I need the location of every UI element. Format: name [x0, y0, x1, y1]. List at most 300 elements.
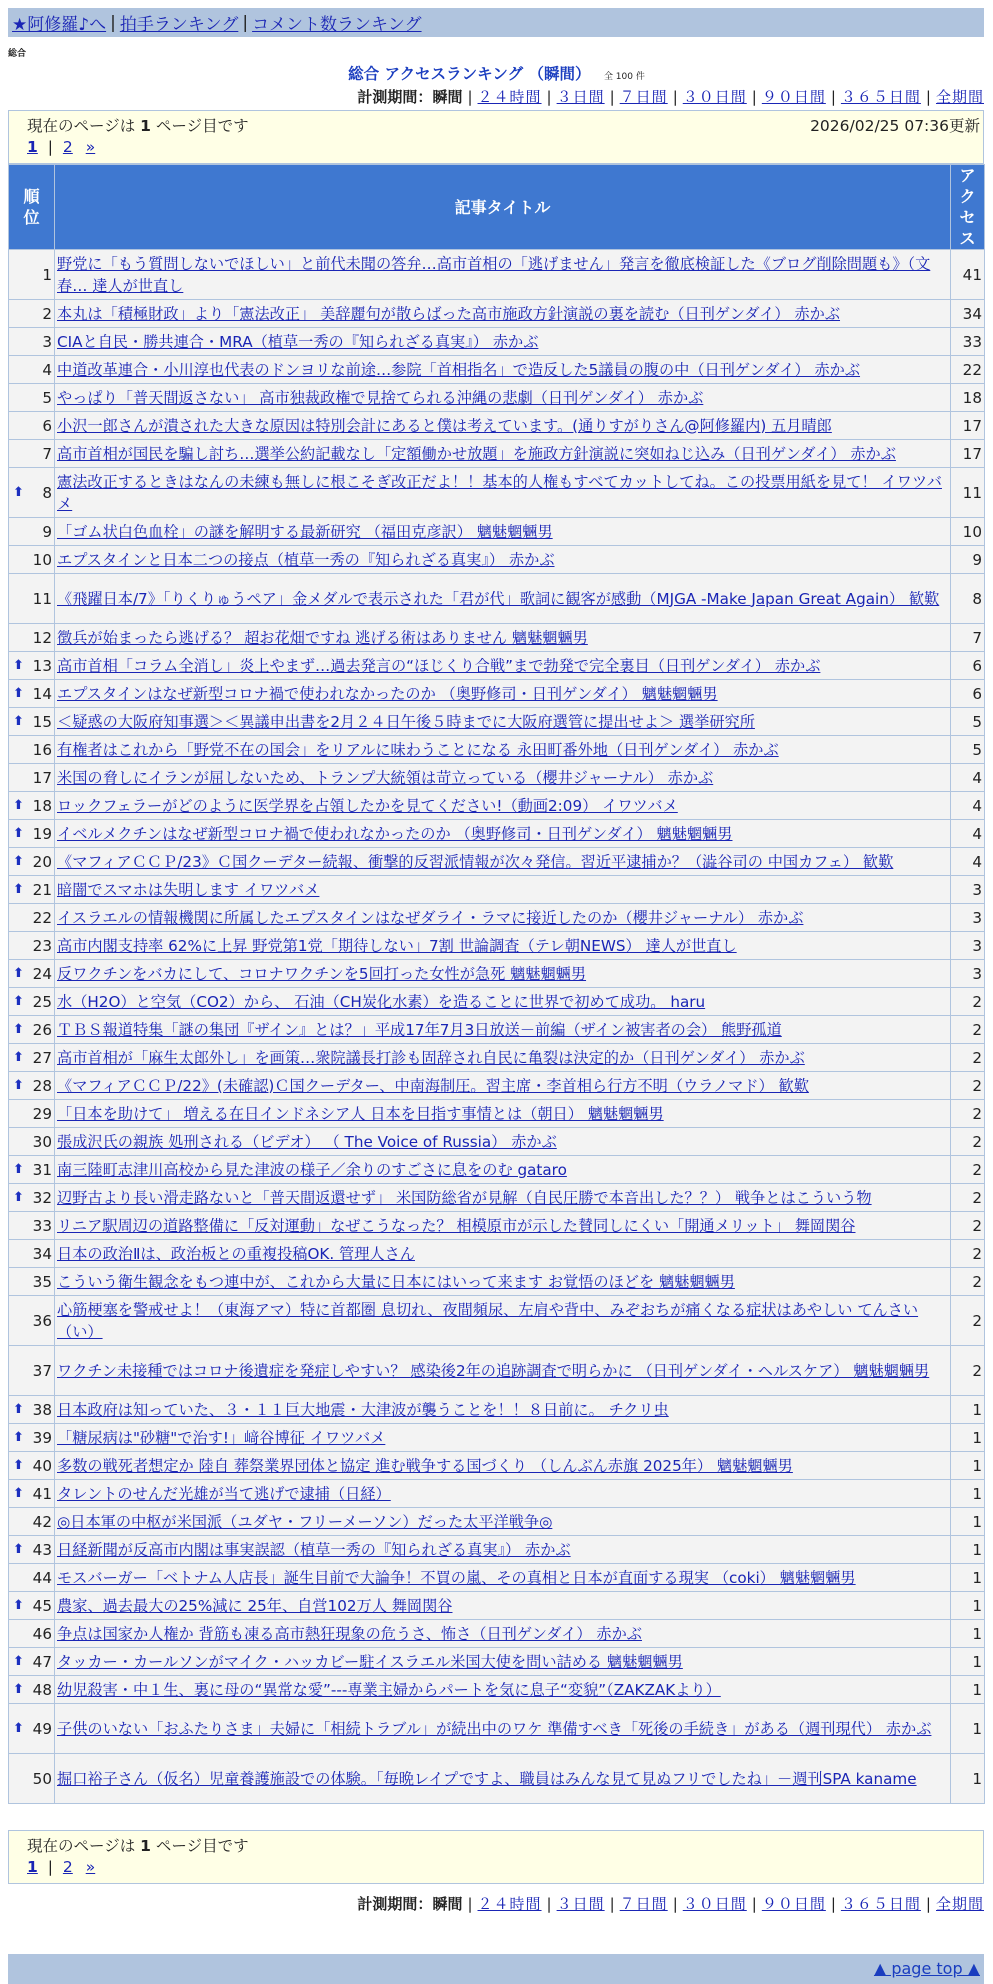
article-title-link[interactable]: ◎日本軍の中枢が米国派（ユダヤ・フリーメーソン）だった太平洋戦争◎ [57, 1512, 553, 1531]
table-row [9, 848, 985, 876]
rank-number: 15 [32, 712, 52, 731]
article-title-link[interactable]: 多数の戦死者想定か 陸自 葬祭業界団体と協定 進む戦争する国づくり （しんぶん赤旗 2025年） 魑魅魍魎男 [57, 1456, 793, 1475]
rank-number: 48 [32, 1680, 52, 1699]
rank-up-arrow-icon: ⬆ [13, 484, 24, 500]
table-row [9, 356, 985, 384]
access-count: 6 [951, 680, 985, 708]
title-cell [55, 1508, 951, 1536]
article-title-link[interactable]: ロックフェラーがどのように医学界を占領したかを見てください!（動画2:09） イワツバメ [57, 796, 678, 815]
rank-cell [9, 876, 55, 904]
table-row [9, 1156, 985, 1184]
table-row [9, 792, 985, 820]
rank-up-arrow-icon: ⬆ [13, 1485, 24, 1501]
access-count: 2 [951, 1072, 985, 1100]
rank-number: 10 [32, 550, 52, 569]
title-cell [55, 546, 951, 574]
title-cell [55, 1100, 951, 1128]
table-row [9, 1100, 985, 1128]
title-cell [55, 1184, 951, 1212]
access-count: 1 [951, 1564, 985, 1592]
article-title-link[interactable]: 高市首相が国民を騙し討ち…選挙公約記載なし「定額働かせ放題」を施政方針演説に突如ねじ込み（日刊ゲンダイ） 赤かぶ [57, 444, 896, 463]
rank-up-arrow-icon: ⬆ [13, 1681, 24, 1697]
table-row [9, 764, 985, 792]
page-title [0, 62, 993, 84]
access-count: 17 [951, 412, 985, 440]
period-option-3[interactable]: ３０日間 [682, 1895, 747, 1913]
period-option-5[interactable]: ３６５日間 [840, 88, 921, 106]
rank-number: 35 [32, 1272, 52, 1291]
clap-ranking-link[interactable]: 拍手ランキング [119, 15, 239, 35]
title-cell [55, 1676, 951, 1704]
period-current: 瞬間 [432, 88, 463, 106]
article-title-link[interactable]: 水（H2O）と空気（CO2）から、 石油（CH炭化水素）を造ることに世界で初めて成功。 haru [57, 992, 706, 1011]
rank-cell [9, 1754, 55, 1804]
rank-cell [9, 1212, 55, 1240]
period-option-1[interactable]: ３日間 [556, 1895, 605, 1913]
title-cell [55, 1564, 951, 1592]
rank-number: 3 [42, 332, 52, 351]
rank-number: 37 [32, 1361, 52, 1380]
table-header-row [9, 165, 985, 250]
page-links [27, 1858, 95, 1876]
access-count: 2 [951, 1346, 985, 1396]
access-count: 33 [951, 328, 985, 356]
table-row [9, 736, 985, 764]
period-separator: | [467, 1895, 473, 1913]
article-title-link[interactable]: ＴＢＳ報道特集「謎の集団『ザイン』とは？」平成17年7月3日放送－前編（ザイン被害者の会） 熊野孤道 [57, 1020, 782, 1039]
pagination-box-top [8, 110, 984, 164]
col-title-header: 記事タイトル [55, 165, 951, 250]
rank-cell [9, 546, 55, 574]
rank-cell [9, 736, 55, 764]
rank-up-arrow-icon: ⬆ [13, 1401, 24, 1417]
rank-cell [9, 1100, 55, 1128]
nav-separator: | [110, 12, 116, 33]
article-title-link[interactable]: 幼児殺害・中１生、裏に母の“異常な愛”---専業主婦からパートを気に息子“変貌”（ZAKZAKより） [57, 1680, 721, 1699]
table-row [9, 960, 985, 988]
table-row [9, 328, 985, 356]
title-cell [55, 876, 951, 904]
title-cell [55, 518, 951, 546]
article-title-link[interactable]: CIAと自民・勝共連合・MRA（植草一秀の『知られざる真実』） 赤かぶ [57, 332, 539, 351]
period-separator: | [672, 1895, 678, 1913]
page-link-current[interactable]: 1 [27, 1858, 38, 1876]
article-title-link[interactable]: 反ワクチンをバカにして、コロナワクチンを5回打った女性が急死 魑魅魍魎男 [57, 964, 587, 983]
rank-up-arrow-icon: ⬆ [13, 993, 24, 1009]
rank-cell [9, 904, 55, 932]
table-row [9, 1296, 985, 1346]
article-title-link[interactable]: 心筋梗塞を警戒せよ！（東海アマ）特に首都圏 息切れ、夜間頻尿、左肩や背中、みぞおちが痛くなる症状はあやしい てんさい（い） [57, 1300, 919, 1341]
rank-number: 39 [32, 1428, 52, 1447]
rank-cell [9, 384, 55, 412]
article-title-link[interactable]: 《飛躍日本/7》「りくりゅうペア」金メダルで表示された「君が代」歌詞に観客が感動（MJGA -Make Japan Great Again） 歓歎 [57, 589, 940, 608]
access-count: 3 [951, 876, 985, 904]
rank-cell [9, 1016, 55, 1044]
title-cell [55, 440, 951, 468]
table-row [9, 1648, 985, 1676]
access-count: 4 [951, 792, 985, 820]
rank-cell [9, 468, 55, 518]
pagination-box-bottom [8, 1830, 984, 1884]
article-title-link[interactable]: 「ゴム状白色血栓」の謎を解明する最新研究 （福田克彦訳） 魑魅魍魎男 [57, 522, 553, 541]
period-option-6[interactable]: 全期間 [935, 88, 984, 106]
total-count: 全 100 件 [603, 72, 645, 82]
access-count: 1 [951, 1648, 985, 1676]
rank-cell [9, 1508, 55, 1536]
rank-cell [9, 708, 55, 736]
article-title-link[interactable]: 子供のいない「おふたりさま」夫婦に「相続トラブル」が続出中のワケ 準備すべき「死後の手続き」がある（週刊現代） 赤かぶ [57, 1719, 932, 1738]
access-count: 3 [951, 960, 985, 988]
rank-cell [9, 1620, 55, 1648]
rank-up-arrow-icon: ⬆ [13, 657, 24, 673]
table-row [9, 932, 985, 960]
access-count: 4 [951, 848, 985, 876]
rank-number: 2 [42, 304, 52, 323]
title-cell [55, 960, 951, 988]
rank-cell [9, 652, 55, 680]
table-row [9, 1676, 985, 1704]
title-cell [55, 1536, 951, 1564]
title-cell [55, 1346, 951, 1396]
rank-cell [9, 1296, 55, 1346]
title-cell [55, 1648, 951, 1676]
access-count: 2 [951, 1268, 985, 1296]
rank-cell [9, 1536, 55, 1564]
rank-cell [9, 1452, 55, 1480]
title-cell [55, 792, 951, 820]
rank-cell [9, 1424, 55, 1452]
table-row [9, 1592, 985, 1620]
article-title-link[interactable]: エプスタインと日本二つの接点（植草一秀の『知られざる真実』） 赤かぶ [57, 550, 555, 569]
article-title-link[interactable]: 憲法改正するときはなんの未練も無しに根こそぎ改正だよ！！基本的人権もすべてカットしてね。この投票用紙を見て！ イワツバメ [57, 472, 942, 513]
table-row [9, 574, 985, 624]
rank-cell [9, 1184, 55, 1212]
table-row [9, 1620, 985, 1648]
ranking-table-body [9, 250, 985, 1804]
rank-number: 31 [32, 1160, 52, 1179]
access-count: 10 [951, 518, 985, 546]
table-row [9, 652, 985, 680]
access-count: 9 [951, 546, 985, 574]
access-count: 17 [951, 440, 985, 468]
article-title-link[interactable]: 「糖尿病は"砂糖"で治す!」﨑谷博征 イワツバメ [57, 1428, 386, 1447]
table-row [9, 1424, 985, 1452]
title-cell [55, 468, 951, 518]
title-cell [55, 328, 951, 356]
table-row [9, 300, 985, 328]
rank-up-arrow-icon: ⬆ [13, 1653, 24, 1669]
article-title-link[interactable]: 中道改革連合・小川淳也代表のドンヨリな前途…参院「首相指名」で造反した5議員の腹の中（日刊ゲンダイ） 赤かぶ [57, 360, 861, 379]
article-title-link[interactable]: 争点は国家か人権か 背筋も凍る高市熱狂現象の危うさ、怖さ（日刊ゲンダイ） 赤かぶ [57, 1624, 642, 1643]
article-title-link[interactable]: こういう衛生観念をもつ連中が、これから大量に日本にはいって来ます お覚悟のほどを 魑魅魍魎男 [57, 1272, 735, 1291]
rank-cell [9, 1396, 55, 1424]
title-cell [55, 1424, 951, 1452]
rank-cell [9, 932, 55, 960]
rank-number: 12 [32, 628, 52, 647]
page-separator: | [47, 1858, 53, 1876]
access-count: 5 [951, 708, 985, 736]
article-title-link[interactable]: 暗闇でスマホは失明します イワツバメ [57, 880, 320, 899]
page-status [27, 114, 249, 136]
period-separator: | [609, 88, 615, 106]
title-cell [55, 574, 951, 624]
rank-up-arrow-icon: ⬆ [13, 881, 24, 897]
access-count: 1 [951, 1508, 985, 1536]
col-rank-header: 順位 [9, 165, 55, 250]
page-link-current[interactable]: 1 [27, 138, 38, 156]
table-row [9, 1268, 985, 1296]
rank-number: 6 [42, 416, 52, 435]
period-separator: | [925, 1895, 931, 1913]
table-row [9, 1016, 985, 1044]
rank-cell [9, 1676, 55, 1704]
period-separator: | [546, 88, 552, 106]
rank-up-arrow-icon: ⬆ [13, 1161, 24, 1177]
rank-up-arrow-icon: ⬆ [13, 1189, 24, 1205]
access-count: 6 [951, 652, 985, 680]
rank-cell [9, 1648, 55, 1676]
title-cell [55, 300, 951, 328]
article-title-link[interactable]: 張成沢氏の親族 処刑される（ビデオ） （ The Voice of Russia） 赤かぶ [57, 1132, 557, 1151]
article-title-link[interactable]: イスラエルの情報機関に所属したエプスタインはなぜダライ・ラマに接近したのか（櫻井ジャーナル） 赤かぶ [57, 908, 804, 927]
title-cell [55, 708, 951, 736]
title-cell [55, 1268, 951, 1296]
article-title-link[interactable]: 日本政府は知っていた、３・１１巨大地震・大津波が襲うことを！！８日前に。 チクリ虫 [57, 1400, 669, 1419]
period-option-1[interactable]: ３日間 [556, 88, 605, 106]
period-option-3[interactable]: ３０日間 [682, 88, 747, 106]
article-title-link[interactable]: 日本の政治Ⅱは、政治板との重複投稿OK. 管理人さん [57, 1244, 415, 1263]
article-title-link[interactable]: タレントのせんだ光雄が当て逃げで逮捕（日経） [57, 1484, 391, 1503]
rank-cell [9, 960, 55, 988]
ranking-table [8, 164, 985, 1804]
article-title-link[interactable]: 辺野古より長い滑走路ないと「普天間返還せず」 米国防総省が見解（自民圧勝で本音出した？？） 戦争とはこういう物 [57, 1188, 872, 1207]
rank-up-arrow-icon: ⬆ [13, 797, 24, 813]
access-count: 2 [951, 1156, 985, 1184]
rank-number: 4 [42, 360, 52, 379]
article-title-link[interactable]: 日経新聞が反高市内閣は事実誤認（植草一秀の『知られざる真実』） 赤かぶ [57, 1540, 571, 1559]
access-count: 2 [951, 1128, 985, 1156]
article-title-link[interactable]: 高市首相「コラム全消し」炎上やまず…過去発言の“ほじくり合戦”まで勃発で完全裏目（日刊ゲンダイ） 赤かぶ [57, 656, 821, 675]
access-count: 2 [951, 988, 985, 1016]
table-row [9, 1754, 985, 1804]
rank-cell [9, 574, 55, 624]
period-option-6[interactable]: 全期間 [935, 1895, 984, 1913]
period-option-4[interactable]: ９０日間 [761, 1895, 826, 1913]
page-link-2[interactable]: 2 [62, 138, 73, 156]
rank-number: 13 [32, 656, 52, 675]
title-cell [55, 1592, 951, 1620]
rank-number: 9 [42, 522, 52, 541]
page-link-2[interactable]: 2 [62, 1858, 73, 1876]
article-title-link[interactable]: ワクチン未接種ではコロナ後遺症を発症しやすい？ 感染後2年の追跡調査で明らかに （日刊ゲンダイ・ヘルスケア） 魑魅魍魎男 [57, 1361, 930, 1380]
rank-cell [9, 1072, 55, 1100]
top-nav-bar [8, 8, 984, 37]
rank-number: 43 [32, 1540, 52, 1559]
rank-cell [9, 1128, 55, 1156]
rank-number: 49 [32, 1719, 52, 1738]
rank-number: 44 [32, 1568, 52, 1587]
rank-up-arrow-icon: ⬆ [13, 1720, 24, 1736]
page-next-link[interactable]: » [85, 1858, 96, 1876]
article-title-link[interactable]: タッカー・カールソンがマイク・ハッカビー駐イスラエル米国大使を問い詰める 魑魅魍魎男 [57, 1652, 683, 1671]
page-status-current: 1 [140, 117, 151, 135]
rank-number: 28 [32, 1076, 52, 1095]
update-timestamp: 2026/02/25 07:36更新 [810, 117, 980, 135]
rank-number: 17 [32, 768, 52, 787]
table-row [9, 680, 985, 708]
access-count: 1 [951, 1592, 985, 1620]
title-cell [55, 412, 951, 440]
period-option-4[interactable]: ９０日間 [761, 88, 826, 106]
article-title-link[interactable]: 小沢一郎さんが潰された大きな原因は特別会計にあると僕は考えています。(通りすがりさん@阿修羅内) 五月晴郎 [57, 416, 832, 435]
article-title-link[interactable]: 《マフィアＣＣＰ/22》(未確認)Ｃ国クーデター、中南海制圧。習主席・李首相ら行方不明（ウラノマド） 歓歎 [57, 1076, 809, 1095]
table-row [9, 624, 985, 652]
article-title-link[interactable]: 南三陸町志津川高校から見た津波の様子／余りのすごさに息をのむ gataro [57, 1160, 567, 1179]
article-title-link[interactable]: ＜疑惑の大阪府知事選＞＜異議申出書を2月２４日午後５時までに大阪府選管に提出せよ＞ 選挙研究所 [57, 712, 755, 731]
period-separator: | [751, 88, 757, 106]
rank-number: 11 [32, 589, 52, 608]
article-title-link[interactable]: やっぱり「普天間返さない」 高市独裁政権で見捨てられる沖縄の悲劇（日刊ゲンダイ） 赤かぶ [57, 388, 704, 407]
article-title-link[interactable]: 《マフィアＣＣＰ/23》Ｃ国クーデター続報、衝撃的反習派情報が次々発信。習近平逮捕か？（澁谷司の 中国カフェ） 歓歎 [57, 852, 894, 871]
rank-cell [9, 624, 55, 652]
page-status-post: ページ目です [155, 117, 249, 135]
comment-ranking-link[interactable]: コメント数ランキング [252, 15, 422, 35]
access-count: 2 [951, 1212, 985, 1240]
period-separator: | [830, 1895, 836, 1913]
page-top-link[interactable]: ▲ page top ▲ [873, 1959, 980, 1978]
rank-number: 22 [32, 908, 52, 927]
home-link[interactable]: ★阿修羅♪へ [12, 15, 107, 35]
table-row [9, 440, 985, 468]
title-cell [55, 1754, 951, 1804]
title-cell [55, 1156, 951, 1184]
category-label: 総合 [8, 49, 27, 59]
rank-up-arrow-icon: ⬆ [13, 1049, 24, 1065]
article-title-link[interactable]: イベルメクチンはなぜ新型コロナ禍で使われなかったのか （奥野修司・日刊ゲンダイ） 魑魅魍魎男 [57, 824, 733, 843]
rank-cell [9, 764, 55, 792]
rank-cell [9, 328, 55, 356]
rank-number: 47 [32, 1652, 52, 1671]
rank-number: 20 [32, 852, 52, 871]
title-cell [55, 250, 951, 300]
rank-number: 36 [32, 1311, 52, 1330]
article-title-link[interactable]: 高市内閣支持率 62%に上昇 野党第1党「期待しない」7割 世論調査（テレ朝NEWS） 達人が世直し [57, 936, 737, 955]
table-row [9, 1564, 985, 1592]
table-row [9, 412, 985, 440]
table-row [9, 1184, 985, 1212]
article-title-link[interactable]: 高市首相が「麻生太郎外し」を画策…衆院議長打診も固辞され自民に亀裂は決定的か（日刊ゲンダイ） 赤かぶ [57, 1048, 805, 1067]
title-cell [55, 764, 951, 792]
table-row [9, 988, 985, 1016]
article-title-link[interactable]: 本丸は「積極財政」より「憲法改正」 美辞麗句が散らばった高市施政方針演説の裏を読む（日刊ゲンダイ） 赤かぶ [57, 304, 841, 323]
period-separator: | [830, 88, 836, 106]
page-status [27, 1834, 249, 1856]
rank-number: 1 [42, 265, 52, 284]
article-title-link[interactable]: 米国の脅しにイランが屈しないため、トランプ大統領は苛立っている（櫻井ジャーナル） 赤かぶ [57, 768, 714, 787]
article-title-link[interactable]: 「日本を助けて」 増える在日インドネシア人 日本を目指す事情とは（朝日） 魑魅魍魎男 [57, 1104, 664, 1123]
table-row [9, 1452, 985, 1480]
page-status-current: 1 [140, 1837, 151, 1855]
rank-number: 41 [32, 1484, 52, 1503]
period-option-0[interactable]: ２４時間 [477, 1895, 542, 1913]
title-cell [55, 1452, 951, 1480]
article-title-link[interactable]: エプスタインはなぜ新型コロナ禍で使われなかったのか （奥野修司・日刊ゲンダイ） 魑魅魍魎男 [57, 684, 718, 703]
table-row [9, 250, 985, 300]
article-title-link[interactable]: モスバーガー「ベトナム人店長」誕生目前で大論争！不買の嵐、その真相と日本が直面する現実 （coki） 魑魅魍魎男 [57, 1568, 856, 1587]
access-count: 4 [951, 764, 985, 792]
page-next-link[interactable]: » [85, 138, 96, 156]
rank-number: 19 [32, 824, 52, 843]
access-count: 1 [951, 1620, 985, 1648]
access-count: 2 [951, 1016, 985, 1044]
nav-separator: | [242, 12, 249, 33]
rank-number: 21 [32, 880, 52, 899]
period-separator: | [925, 88, 931, 106]
rank-number: 50 [32, 1769, 52, 1788]
title-cell [55, 1044, 951, 1072]
rank-cell [9, 250, 55, 300]
period-separator: | [751, 1895, 757, 1913]
rank-number: 33 [32, 1216, 52, 1235]
rank-number: 23 [32, 936, 52, 955]
rank-cell [9, 412, 55, 440]
access-count: 3 [951, 932, 985, 960]
article-title-link[interactable]: 野党に「もう質問しないでほしい」と前代未聞の答弁…高市首相の「逃げません」発言を徹底検証した《ブログ削除問題も》（文春… 達人が世直し [57, 254, 931, 295]
period-option-0[interactable]: ２４時間 [477, 88, 542, 106]
period-option-2[interactable]: ７日間 [619, 88, 668, 106]
title-cell [55, 1072, 951, 1100]
article-title-link[interactable]: 農家、過去最大の25%減に 25年、自営102万人 舞岡関谷 [57, 1596, 453, 1615]
table-row [9, 820, 985, 848]
article-title-link[interactable]: リニア駅周辺の道路整備に「反対運動」なぜこうなった？ 相模原市が示した賛同しにくい「開通メリット」 舞岡関谷 [57, 1216, 856, 1235]
access-count: 34 [951, 300, 985, 328]
rank-cell [9, 518, 55, 546]
rank-up-arrow-icon: ⬆ [13, 1457, 24, 1473]
title-cell [55, 1620, 951, 1648]
period-option-2[interactable]: ７日間 [619, 1895, 668, 1913]
ranking-title: 総合 アクセスランキング （瞬間） [348, 65, 591, 83]
table-row [9, 1128, 985, 1156]
article-title-link[interactable]: 有権者はこれから「野党不在の国会」をリアルに味わうことになる 永田町番外地（日刊ゲンダイ） 赤かぶ [57, 740, 779, 759]
table-row [9, 1072, 985, 1100]
period-current: 瞬間 [432, 1895, 463, 1913]
rank-number: 32 [32, 1188, 52, 1207]
page-status-post: ページ目です [155, 1837, 249, 1855]
access-count: 2 [951, 1184, 985, 1212]
article-title-link[interactable]: 掘口裕子さん（仮名）児童養護施設での体験。「毎晩レイプですよ、職員はみんな見て見ぬフリでしたね」－週刊SPA kaname [57, 1769, 917, 1788]
access-count: 1 [951, 1676, 985, 1704]
table-row [9, 1536, 985, 1564]
rank-cell [9, 1564, 55, 1592]
access-count: 2 [951, 1296, 985, 1346]
title-cell [55, 1240, 951, 1268]
rank-cell [9, 1240, 55, 1268]
rank-up-arrow-icon: ⬆ [13, 1429, 24, 1445]
title-cell [55, 356, 951, 384]
title-cell [55, 904, 951, 932]
title-cell [55, 848, 951, 876]
access-count: 18 [951, 384, 985, 412]
period-option-5[interactable]: ３６５日間 [840, 1895, 921, 1913]
article-title-link[interactable]: 徴兵が始まったら逃げる？ 超お花畑ですね 逃げる術はありません 魑魅魍魎男 [57, 628, 588, 647]
rank-number: 46 [32, 1624, 52, 1643]
rank-cell [9, 1346, 55, 1396]
rank-cell [9, 440, 55, 468]
table-row [9, 1240, 985, 1268]
rank-cell [9, 356, 55, 384]
rank-cell [9, 848, 55, 876]
rank-number: 25 [32, 992, 52, 1011]
